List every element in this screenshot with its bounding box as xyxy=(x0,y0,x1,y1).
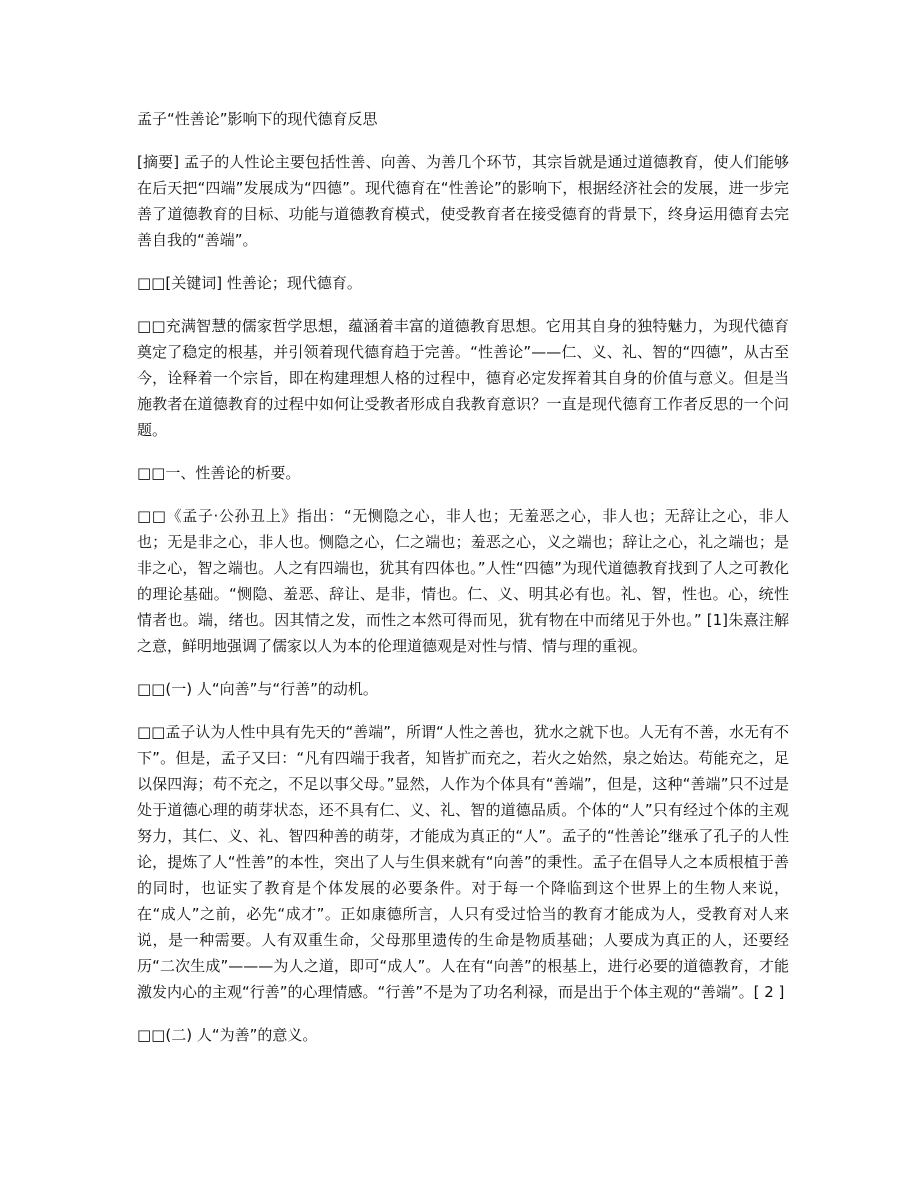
section1-paragraph: □□《孟子·公孙丑上》指出：“无恻隐之心，非人也；无羞恶之心，非人也；无辞让之心，非人也；无是非之心，非人也。恻隐之心，仁之端也；羞恶之心，义之端也；辞让之心，礼之端也；是非之心，智之端也。人之有四端也，犹其有四体也。”人性“四德”为现代道德教育找到了人之可教化的理论基础。“恻隐、羞恶、辞让、是非，情也。仁、义、明其必有也。礼、智，性也。心，统性情者也。端，绪也。因其情之发，而性之本然可得而见，犹有物在中而绪见于外也。” [1]朱熹注解之意，鲜明地强调了儒家以人为本的伦理道德观是对性与情、情与理的重视。 xyxy=(137,507,789,655)
subsection1-paragraph: □□孟子认为人性中具有先天的“善端”，所谓“人性之善也，犹水之就下也。人无有不善，水无有不下”。但是，孟子又曰：“凡有四端于我者，知皆扩而充之，若火之始然，泉之始达。苟能充之，足以保四海；苟不充之，不足以事父母。”显然，人作为个体具有“善端”，但是，这种“善端”只不过是处于道德心理的萌芽状态，还不具有仁、义、礼、智的道德品质。个体的“人”只有经过个体的主观努力，其仁、义、礼、智四种善的萌芽，才能成为真正的“人”。孟子的“性善论”继承了孔子的人性论，提炼了人“性善”的本性，突出了人与生俱来就有“向善”的秉性。孟子在倡导人之本质根植于善的同时，也证实了教育是个体发展的必要条件。对于每一个降临到这个世界上的生物人来说，在“成人”之前，必先“成才”。正如康德所言，人只有受过恰当的教育才能成为人，受教育对人来说，是一种需要。人有双重生命，父母那里遗传的生命是物质基础；人要成为真正的人，还要经历“二次生成”———为人之道，即可“成人”。人在有“向善”的根基上，进行必要的道德教育，才能激发内心的主观“行善”的心理情感。“行善”不是为了功名利禄，而是出于个体主观的“善端”。[ 2 ] xyxy=(137,723,789,1001)
subsection2-heading: □□(二) 人“为善”的意义。 xyxy=(137,1026,318,1044)
keywords-paragraph: □□[关键词] 性善论；现代德育。 xyxy=(137,274,362,292)
abstract-paragraph: [摘要] 孟子的人性论主要包括性善、向善、为善几个环节，其宗旨就是通过道德教育，使人们能够在后天把“四端”发展成为“四德”。现代德育在“性善论”的影响下，根据经济社会的发展，进一步完善了道德教育的目标、功能与道德教育模式，使受教育者在接受德育的背景下，终身运用德育去完善自我的“善端”。 xyxy=(137,153,789,249)
section1-heading: □□一、性善论的析要。 xyxy=(137,464,301,482)
intro-paragraph: □□充满智慧的儒家哲学思想，蕴涵着丰富的道德教育思想。它用其自身的独特魅力，为现代德育奠定了稳定的根基，并引领着现代德育趋于完善。“性善论”——仁、义、礼、智的“四德”，从古至今，诠释着一个宗旨，即在构建理想人格的过程中，德育必定发挥着其自身的价值与意义。但是当施教者在道德教育的过程中如何让受教者形成自我教育意识？一直是现代德育工作者反思的一个问题。 xyxy=(137,317,789,439)
subsection1-heading: □□(一) 人“向善”与“行善”的动机。 xyxy=(137,680,378,698)
document-title: 孟子“性善论”影响下的现代德育反思 xyxy=(137,110,378,128)
document-page xyxy=(137,108,789,1065)
